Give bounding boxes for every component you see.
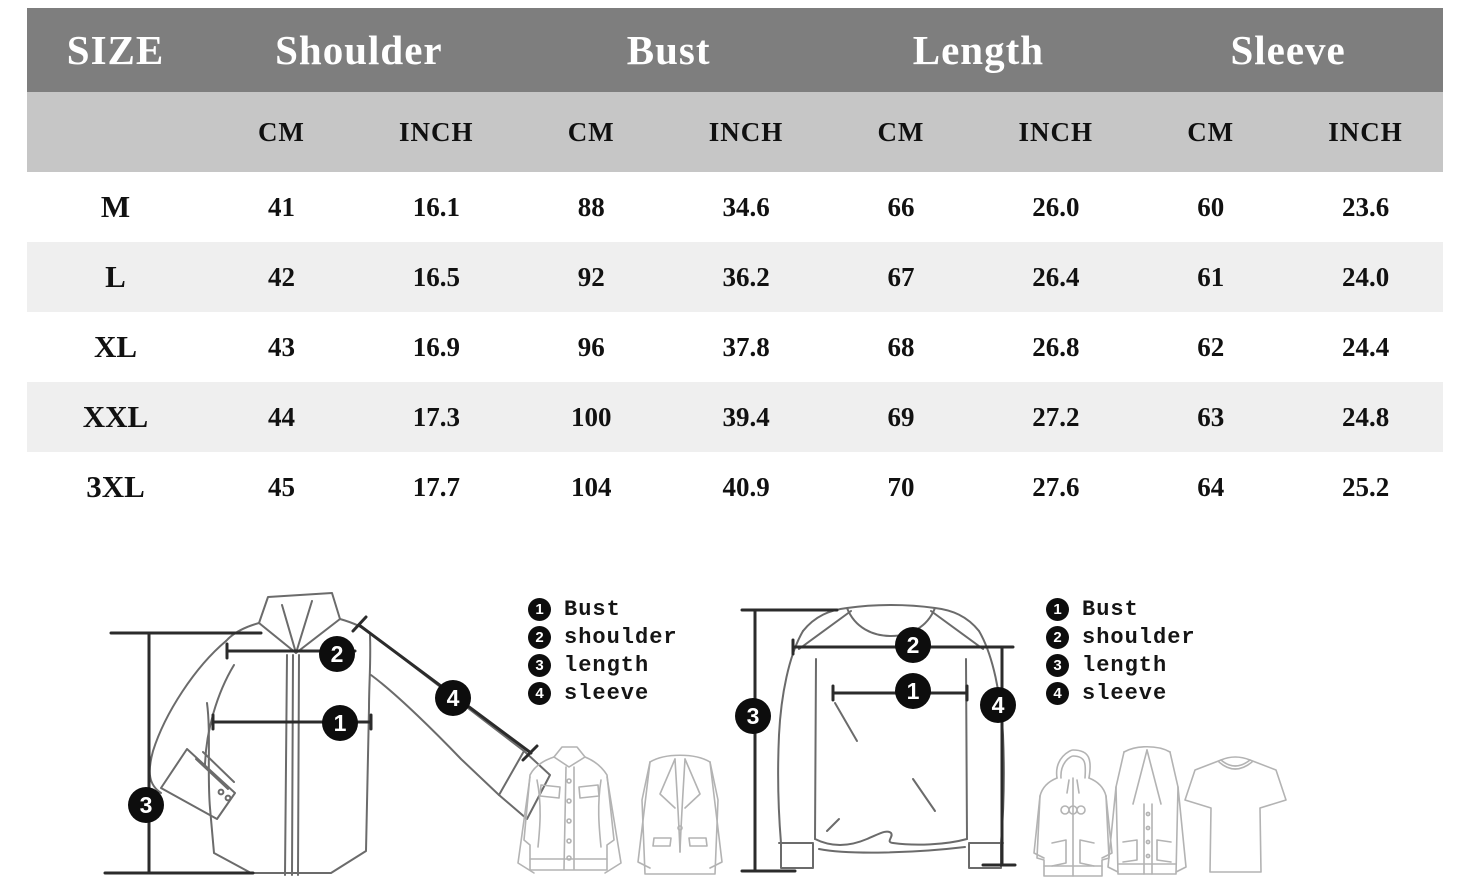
size-chart-table (27, 8, 1443, 522)
table-cell: 17.3 (412, 401, 460, 432)
column-header-shoulder: Shoulder (275, 27, 443, 73)
circled-1-icon: 1 (1046, 598, 1069, 621)
hoodie-icon (1032, 748, 1114, 888)
circled-3-icon: 3 (1046, 654, 1069, 677)
legend-label: sleeve (1082, 681, 1168, 706)
table-cell: 104 (570, 471, 612, 502)
table-cell: 41 (267, 191, 295, 222)
table-cell: 70 (887, 471, 915, 502)
legend-item-shoulder (528, 626, 678, 649)
table-cell: 66 (887, 191, 915, 222)
table-cell: 92 (577, 261, 605, 292)
table-cell: 25.2 (1341, 471, 1390, 502)
unit-header: CM (257, 116, 305, 147)
legend-label: length (564, 653, 650, 678)
table-cell: 16.5 (412, 261, 460, 292)
legend-item-length (528, 654, 678, 677)
size-label: L (105, 259, 126, 294)
unit-blank (27, 92, 204, 172)
column-header-size: SIZE (66, 27, 165, 73)
column-header-length: Length (912, 27, 1045, 73)
table-cell: 96 (577, 331, 605, 362)
unit-header: CM (1187, 116, 1235, 147)
table-cell: 64 (1197, 471, 1225, 502)
measurement-legend-left (528, 598, 678, 705)
table-cell: 62 (1197, 331, 1225, 362)
unit-header: INCH (399, 116, 474, 147)
denim-jacket-icon (512, 745, 627, 887)
table-cell: 69 (887, 401, 915, 432)
unit-header: INCH (1018, 116, 1094, 147)
table-cell: 39.4 (722, 401, 770, 432)
table-header-row (27, 8, 1443, 92)
table-cell: 40.9 (722, 471, 770, 502)
legend-label: shoulder (564, 625, 678, 650)
cardigan-icon (1106, 742, 1188, 890)
tshirt-icon (1183, 752, 1288, 880)
size-label: M (100, 189, 131, 224)
measurement-legend-right (1046, 598, 1196, 705)
shoulder-marker: 2 (895, 627, 931, 663)
unit-header: INCH (708, 116, 784, 147)
table-cell: 42 (267, 261, 295, 292)
table-cell: 16.9 (412, 331, 460, 362)
table-cell: 26.8 (1032, 331, 1080, 362)
legend-item-length (1046, 654, 1196, 677)
legend-label: length (1082, 653, 1168, 678)
table-cell: 26.4 (1032, 261, 1080, 292)
circled-2-icon: 2 (528, 626, 551, 649)
legend-item-sleeve (528, 682, 678, 705)
bust-marker: 1 (322, 705, 358, 741)
table-cell: 61 (1197, 261, 1225, 292)
legend-label: shoulder (1082, 625, 1196, 650)
size-label: XXL (82, 399, 149, 434)
table-row (27, 312, 1443, 382)
column-header-bust: Bust (626, 27, 711, 73)
table-cell: 16.1 (412, 191, 460, 222)
legend-label: Bust (564, 597, 621, 622)
legend-label: sleeve (564, 681, 650, 706)
table-cell: 24.8 (1341, 401, 1390, 432)
table-cell: 27.6 (1032, 471, 1080, 502)
unit-header: CM (877, 116, 925, 147)
shoulder-marker: 2 (319, 636, 355, 672)
length-marker: 3 (735, 698, 771, 734)
size-label: 3XL (86, 469, 145, 504)
table-cell: 24.0 (1341, 261, 1390, 292)
circled-3-icon: 3 (528, 654, 551, 677)
legend-item-bust (528, 598, 678, 621)
table-cell: 100 (570, 401, 612, 432)
table-cell: 34.6 (722, 191, 770, 222)
table-row (27, 452, 1443, 522)
table-cell: 44 (267, 401, 295, 432)
table-cell: 23.6 (1341, 191, 1390, 222)
legend-item-bust (1046, 598, 1196, 621)
table-cell: 63 (1197, 401, 1225, 432)
length-marker: 3 (128, 787, 164, 823)
circled-4-icon: 4 (1046, 682, 1069, 705)
table-cell: 43 (267, 331, 295, 362)
table-cell: 37.8 (722, 331, 770, 362)
table-cell: 60 (1197, 191, 1225, 222)
legend-item-shoulder (1046, 626, 1196, 649)
size-chart (27, 8, 1443, 522)
sweater-sketch-icon (735, 583, 1047, 890)
legend-label: Bust (1082, 597, 1139, 622)
table-unit-row (27, 92, 1443, 172)
table-cell: 17.7 (412, 471, 460, 502)
unit-header: CM (567, 116, 615, 147)
unit-header: INCH (1328, 116, 1403, 147)
circled-4-icon: 4 (528, 682, 551, 705)
sleeve-marker: 4 (980, 687, 1016, 723)
circled-1-icon: 1 (528, 598, 551, 621)
bust-marker: 1 (895, 673, 931, 709)
blazer-icon (630, 748, 730, 884)
sleeve-marker: 4 (435, 680, 471, 716)
shirt-measurement-diagram (103, 583, 563, 890)
size-label: XL (93, 329, 138, 364)
table-cell: 68 (887, 331, 915, 362)
measurement-figures (0, 520, 1466, 890)
table-cell: 27.2 (1032, 401, 1080, 432)
table-row (27, 382, 1443, 452)
table-cell: 26.0 (1032, 191, 1080, 222)
table-row (27, 172, 1443, 242)
circled-2-icon: 2 (1046, 626, 1069, 649)
table-cell: 45 (267, 471, 295, 502)
table-cell: 67 (887, 261, 915, 292)
table-cell: 88 (577, 191, 605, 222)
table-row (27, 242, 1443, 312)
table-cell: 24.4 (1341, 331, 1390, 362)
sweater-measurement-diagram (735, 583, 1047, 890)
table-cell: 36.2 (722, 261, 770, 292)
legend-item-sleeve (1046, 682, 1196, 705)
column-header-sleeve: Sleeve (1230, 27, 1346, 73)
